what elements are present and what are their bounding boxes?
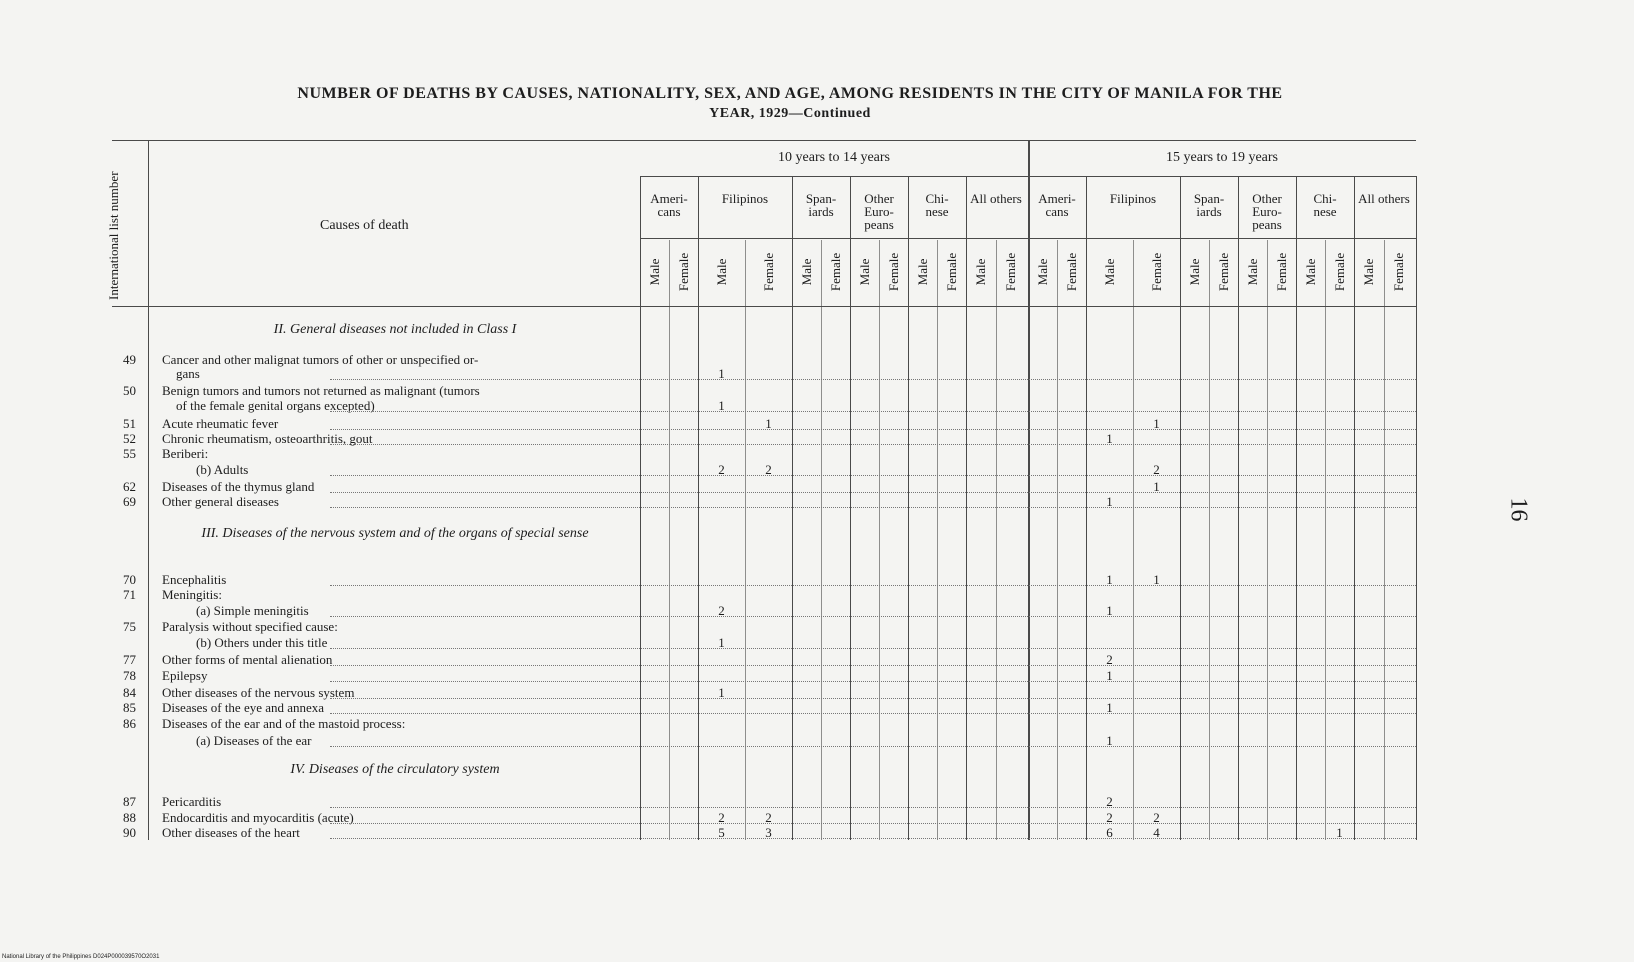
sex-label: Male xyxy=(973,258,988,286)
death-count: 1 xyxy=(1106,668,1113,683)
cause-of-death: Other diseases of the heart xyxy=(162,825,300,840)
list-number: 52 xyxy=(123,431,136,446)
column-divider xyxy=(996,240,997,840)
death-count: 2 xyxy=(1106,794,1113,809)
death-count: 5 xyxy=(718,825,725,840)
sex-label: Female xyxy=(1003,252,1018,292)
nationality-header: Other Euro- peans xyxy=(1252,191,1282,232)
death-count: 1 xyxy=(1106,494,1113,509)
sex-header xyxy=(640,242,669,302)
nationality-header: Other Euro- peans xyxy=(864,191,894,232)
list-number: 50 xyxy=(123,383,136,398)
sex-label: Male xyxy=(1101,258,1117,286)
sex-label: Male xyxy=(1302,258,1318,286)
sex-header xyxy=(879,242,908,302)
cause-of-death: Diseases of the ear and of the mastoid process: xyxy=(162,716,406,731)
cause-of-death: Endocarditis and myocarditis (acute) xyxy=(162,810,354,825)
sex-header xyxy=(1267,242,1296,302)
cause-of-death: Meningitis: xyxy=(162,587,222,602)
death-count: 1 xyxy=(718,366,725,381)
death-count: 1 xyxy=(1106,700,1113,715)
death-count: 1 xyxy=(1106,603,1113,618)
death-count: 1 xyxy=(1106,431,1113,446)
death-count: 2 xyxy=(718,603,725,618)
death-count: 1 xyxy=(1153,479,1160,494)
cause-of-death: (a) Simple meningitis xyxy=(196,603,309,618)
cause-of-death: Other general diseases xyxy=(162,494,279,509)
nationality-header: Chi- nese xyxy=(1313,191,1337,219)
death-count: 1 xyxy=(765,416,772,431)
column-divider xyxy=(1267,240,1268,840)
column-divider xyxy=(1416,176,1417,840)
sex-label: Female xyxy=(1063,252,1079,292)
cause-of-death: (b) Adults xyxy=(196,462,249,477)
sex-label: Female xyxy=(943,252,959,292)
international-list-number-header: International list number xyxy=(106,171,121,300)
cause-of-death: (b) Others under this title xyxy=(196,635,328,650)
sex-header xyxy=(1354,242,1384,302)
title-line-1: NUMBER OF DEATHS BY CAUSES, NATIONALITY, SEX, AND AGE, AMONG RESIDENTS IN THE CITY OF MANILA FOR THE xyxy=(297,85,1283,102)
sex-label: Male xyxy=(1244,258,1260,286)
list-number: 51 xyxy=(123,416,136,431)
section-heading: II. General diseases not included in Class I xyxy=(273,322,517,337)
section-heading: III. Diseases of the nervous system and of the organs of special sense xyxy=(201,526,589,541)
report-title xyxy=(140,84,1440,124)
leader-dots xyxy=(330,665,1416,666)
cause-of-death: Acute rheumatic fever xyxy=(162,416,279,431)
list-number: 69 xyxy=(123,494,136,509)
column-divider xyxy=(1057,240,1058,840)
sex-label: Male xyxy=(1361,258,1376,286)
column-divider xyxy=(879,240,880,840)
column-divider xyxy=(937,240,938,840)
sex-label: Female xyxy=(1215,252,1231,292)
death-count: 1 xyxy=(718,398,725,413)
list-number: 87 xyxy=(123,794,136,809)
death-count: 2 xyxy=(1153,462,1160,477)
cause-of-death: Benign tumors and tumors not returned as malignant (tumors xyxy=(162,383,480,398)
sex-label: Female xyxy=(1391,252,1406,292)
nationality-header: Chi- nese xyxy=(925,191,949,219)
leader-dots xyxy=(330,492,1416,493)
sex-header xyxy=(698,242,745,302)
cause-of-death: of the female genital organs excepted) xyxy=(176,398,375,413)
list-number: 62 xyxy=(123,479,136,494)
column-divider xyxy=(745,240,746,840)
leader-dots xyxy=(330,411,1416,412)
death-count: 1 xyxy=(1106,572,1113,587)
sex-label: Female xyxy=(827,252,843,292)
column-divider xyxy=(1133,240,1134,840)
nationality-header: Span- iards xyxy=(1193,191,1225,219)
leader-dots xyxy=(330,823,1416,824)
age-group-header: 10 years to 14 years xyxy=(778,150,890,165)
death-count: 2 xyxy=(765,462,772,477)
leader-dots xyxy=(330,585,1416,586)
sex-label: Female xyxy=(885,252,901,292)
column-divider xyxy=(1325,240,1326,840)
death-count: 2 xyxy=(1106,652,1113,667)
sex-label: Male xyxy=(798,258,814,286)
death-count: 2 xyxy=(1106,810,1113,825)
list-number: 70 xyxy=(123,572,136,587)
nationality-header: Ameri- cans xyxy=(1038,191,1076,219)
cause-of-death: Beriberi: xyxy=(162,446,209,461)
sex-header xyxy=(908,242,937,302)
cause-of-death: Paralysis without specified cause: xyxy=(162,619,338,634)
sex-label: Male xyxy=(856,258,872,286)
sex-label: Female xyxy=(760,252,776,292)
cause-of-death: Epilepsy xyxy=(162,668,208,683)
cause-of-death: Diseases of the eye and annexa xyxy=(162,700,325,715)
leader-dots xyxy=(330,507,1416,508)
nationality-header: All others xyxy=(970,191,1022,206)
cause-of-death: (a) Diseases of the ear xyxy=(196,733,312,748)
sex-header xyxy=(850,242,879,302)
death-count: 1 xyxy=(718,685,725,700)
nationality-header: Span- iards xyxy=(805,191,837,219)
death-count: 1 xyxy=(1336,825,1343,840)
footer-archive-label: National Library of the Philippines D024P000039570O2031 xyxy=(2,954,160,960)
list-number: 78 xyxy=(123,668,136,683)
death-count: 2 xyxy=(718,462,725,477)
list-number: 85 xyxy=(123,700,136,715)
age-group-header: 15 years to 19 years xyxy=(1166,150,1278,165)
cause-of-death: Cancer and other malignat tumors of other or unspecified or- xyxy=(162,352,479,367)
sex-label: Male xyxy=(1034,258,1050,286)
leader-dots xyxy=(330,616,1416,617)
list-number: 75 xyxy=(123,619,136,634)
leader-dots xyxy=(330,807,1416,808)
header-top-rule xyxy=(112,140,1416,141)
sex-header xyxy=(1209,242,1238,302)
cause-of-death: Diseases of the thymus gland xyxy=(162,479,315,494)
sex-header xyxy=(1086,242,1133,302)
death-count: 6 xyxy=(1106,825,1113,840)
sex-header xyxy=(1133,242,1180,302)
stub-divider xyxy=(148,140,149,840)
sex-label: Male xyxy=(713,258,729,286)
cause-of-death: gans xyxy=(176,366,200,381)
sex-label: Female xyxy=(1273,252,1289,292)
list-number: 90 xyxy=(123,825,136,840)
nationality-header: All others xyxy=(1358,191,1410,206)
causes-of-death-header: Causes of death xyxy=(320,218,409,233)
list-number: 49 xyxy=(123,352,136,367)
leader-dots xyxy=(330,648,1416,649)
column-divider xyxy=(669,240,670,840)
leader-dots xyxy=(330,379,1416,380)
sex-header xyxy=(937,242,966,302)
sex-label: Female xyxy=(1331,252,1347,292)
sex-label: Female xyxy=(1148,252,1164,292)
sex-header xyxy=(669,242,698,302)
leader-dots xyxy=(330,838,1416,839)
death-count: 1 xyxy=(1106,733,1113,748)
sex-label: Female xyxy=(675,252,691,292)
cause-of-death: Encephalitis xyxy=(162,572,227,587)
death-count: 4 xyxy=(1153,825,1160,840)
leader-dots xyxy=(330,475,1416,476)
death-count: 1 xyxy=(718,635,725,650)
leader-dots xyxy=(330,698,1416,699)
nationality-header: Filipinos xyxy=(721,191,769,206)
section-heading: IV. Diseases of the circulatory system xyxy=(290,762,500,777)
death-count: 1 xyxy=(1153,572,1160,587)
sex-header xyxy=(1028,242,1057,302)
page-number: 16 xyxy=(1505,497,1532,522)
death-count: 2 xyxy=(1153,810,1160,825)
leader-dots xyxy=(330,681,1416,682)
list-number: 77 xyxy=(123,652,136,667)
list-number: 84 xyxy=(123,685,136,700)
sex-header xyxy=(966,242,996,302)
sex-header xyxy=(745,242,792,302)
sex-header xyxy=(996,242,1026,302)
list-number: 55 xyxy=(123,446,136,461)
cause-of-death: Other forms of mental alienation xyxy=(162,652,333,667)
leader-dots xyxy=(330,713,1416,714)
leader-dots xyxy=(330,429,1416,430)
nationality-header: Ameri- cans xyxy=(650,191,688,219)
list-number: 71 xyxy=(123,587,136,602)
title-line-2: YEAR, 1929—Continued xyxy=(709,106,871,121)
header-bottom-rule xyxy=(112,306,1416,307)
sex-header xyxy=(821,242,850,302)
death-count: 1 xyxy=(1153,416,1160,431)
list-number: 88 xyxy=(123,810,136,825)
sex-header xyxy=(1296,242,1325,302)
column-divider xyxy=(1209,240,1210,840)
list-number: 86 xyxy=(123,716,136,731)
leader-dots xyxy=(330,746,1416,747)
sex-header xyxy=(1238,242,1267,302)
nationality-header: Filipinos xyxy=(1109,191,1157,206)
sex-header xyxy=(1057,242,1086,302)
sex-header xyxy=(1325,242,1354,302)
column-divider xyxy=(1384,240,1385,840)
sex-label: Male xyxy=(646,258,662,286)
sex-header xyxy=(792,242,821,302)
death-count: 2 xyxy=(765,810,772,825)
cause-of-death: Pericarditis xyxy=(162,794,222,809)
sex-header xyxy=(1180,242,1209,302)
death-count: 2 xyxy=(718,810,725,825)
sex-header xyxy=(1384,242,1414,302)
death-count: 3 xyxy=(765,825,772,840)
sex-label: Male xyxy=(914,258,930,286)
cause-of-death: Chronic rheumatism, osteoarthritis, gout xyxy=(162,431,373,446)
cause-of-death: Other diseases of the nervous system xyxy=(162,685,355,700)
leader-dots xyxy=(330,444,1416,445)
sex-label: Male xyxy=(1186,258,1202,286)
column-divider xyxy=(821,240,822,840)
